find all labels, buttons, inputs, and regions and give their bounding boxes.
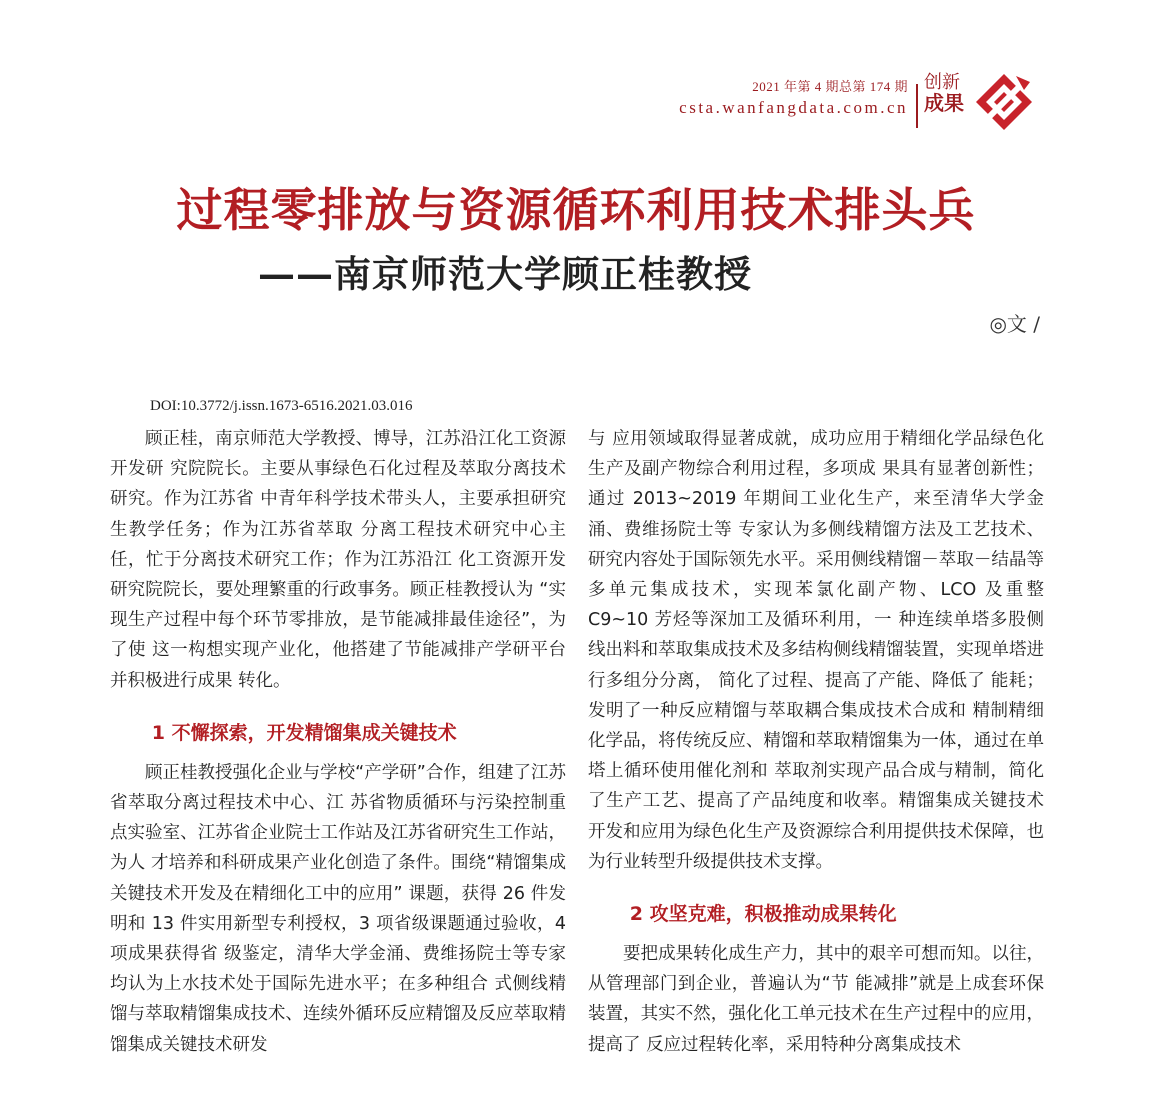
intro-paragraph: 顾正桂，南京师范大学教授、博导，江苏沿江化工资源开发研 究院院长。主要从事绿色石化过程及萃取分离技术研究。作为江苏省 中青年科学技术带头人，主要承担研究生教学任务；作为江苏省萃取 分离工程技术研究中心主任，忙于分离技术研究工作；作为江苏沿江 化工资源开发研究院院长，要处理繁重的行政事务。顾正桂教授认为 “实现生产过程中每个环节零排放，是节能减排最佳途径”，为了使 这一构想实现产业化，他搭建了节能减排产学研平台并积极进行成果 转化。 — [110, 429, 566, 691]
byline: ◎文 / — [989, 312, 1040, 336]
right-column — [588, 424, 1044, 1060]
section-heading-1: 1 不懈探索，开发精馏集成关键技术 — [151, 721, 457, 744]
left-column — [110, 424, 566, 1060]
column-label — [924, 74, 964, 114]
article-subtitle: ——南京师范大学顾正桂教授 — [258, 252, 752, 296]
column-label-line2: 成果 — [924, 90, 964, 115]
section1-paragraph-continued: 与 应用领域取得显著成就，成功应用于精细化学品绿色化生产及副产物综合利用过程，多项成 果具有显著创新性；通过 2013~2019 年期间工业化生产，来至清华大学金涌、费维扬院士等 专家认为多侧线精馏方法及工艺技术、研究内容处于国际领先水平。采用侧线精馏－萃取－结晶等多单元集成技术，实现苯氯化副产物、LCO 及重整 C9~10 芳烃等深加工及循环利用，一 种连续单塔多股侧线出料和萃取集成技术及多结构侧线精馏装置，实现单塔进行多组分分离， 简化了过程、提高了产能、降低了 能耗；发明了一种反应精馏与萃取耦合集成技术合成和 精制精细化学品，将传统反应、精馏和萃取精馏集为一体，通过在单塔上循环使用催化剂和 萃取剂实现产品合成与精制，简化了生产工艺、提高了产品纯度和收率。精馏集成关键技术 开发和应用为绿色化生产及资源综合利用提供技术保障，也为行业转型升级提供技术支撑。 — [588, 429, 1044, 872]
journal-website: csta.wanfangdata.com.cn — [679, 98, 908, 117]
section-heading-2: 2 攻坚克难，积极推动成果转化 — [629, 903, 897, 926]
section1-paragraph: 顾正桂教授强化企业与学校“产学研”合作，组建了江苏省萃取分离过程技术中心、江 苏省物质循环与污染控制重点实验室、江苏省企业院士工作站及江苏省研究生工作站，为人 才培养和科研成果产业化创造了条件。围绕“精馏集成关键技术开发及在精细化工中的应用” 课题，获得 26 件发明和 13 件实用新型专利授权，3 项省级课题通过验收，4 项成果获得省 级鉴定，清华大学金涌、费维扬院士等专家均认为上水技术处于国际先进水平；在多种组合 式侧线精馏与萃取精馏集成技术、连续外循环反应精馏及反应萃取精馏集成关键技术研发 — [110, 762, 566, 1055]
journal-info — [620, 76, 908, 118]
section2-paragraph: 要把成果转化成生产力，其中的艰辛可想而知。以往，从管理部门到企业，普遍认为“节 能减排”就是上成套环保装置，其实不然，强化化工单元技术在生产过程中的应用，提高了 反应过程转化率，采用特种分离集成技术 — [588, 944, 1044, 1055]
issue-number: 2021 年第 4 期总第 174 期 — [752, 79, 908, 94]
doi: DOI:10.3772/j.issn.1673-6516.2021.03.016 — [150, 398, 413, 414]
column-label-line1: 创新 — [924, 72, 960, 93]
header-divider — [916, 84, 918, 128]
article-title: 过程零排放与资源循环利用技术排头兵 — [176, 183, 976, 237]
red-diamond-logo-icon — [972, 70, 1036, 134]
